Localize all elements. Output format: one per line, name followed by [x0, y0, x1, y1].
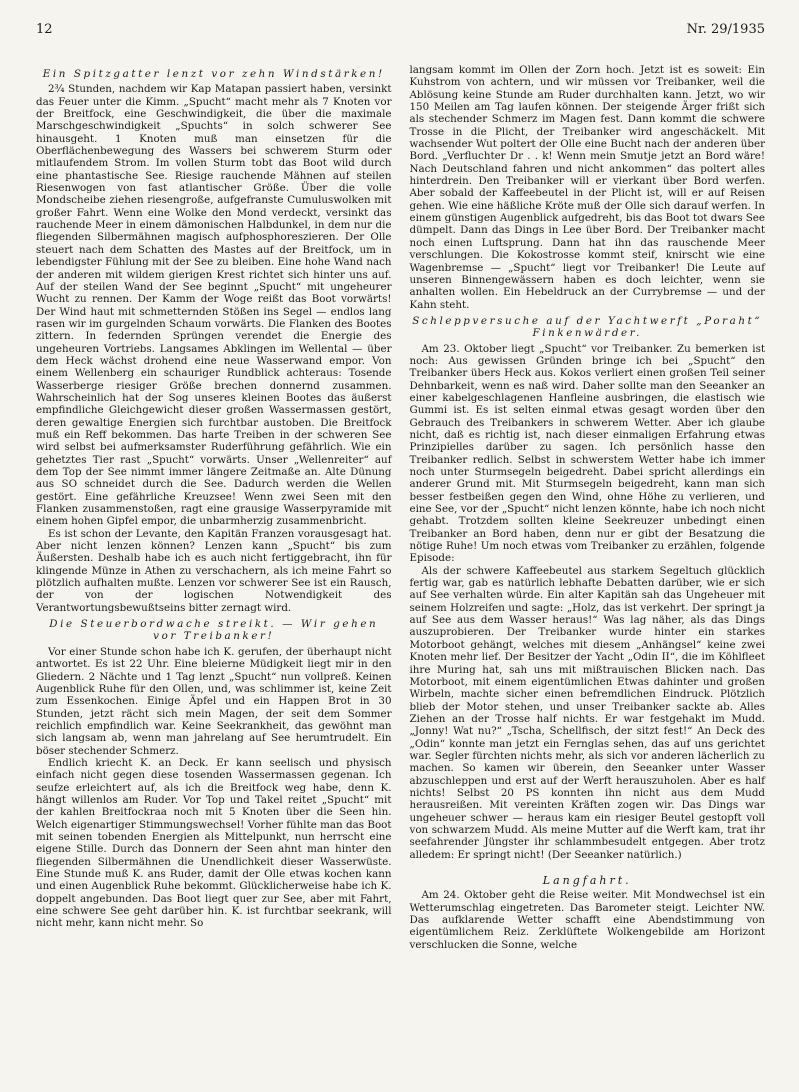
- issue-number: Nr. 29/1935: [686, 22, 765, 37]
- paragraph: Am 23. Oktober liegt „Spucht“ vor Treibanker. Zu bemerken ist noch: Aus gewissen Gründen bringe ich bei „Spucht“ den Treibanker übers Heck aus. Kokos verliert einen großen Teil seiner Dehnbarkeit, wenn es naß wird. Daher sollte man den Seeanker an einer kabelgeschlagenen Hanfleine ausbringen, die elastisch wie Gummi ist. Es ist selten einmal etwas gesagt worden über den Gebrauch des Treibankers in schwerem Wetter. Aber ich glaube nicht, daß es richtig ist, nach dieser einmaligen Erfahrung etwas Prinzipielles darüber zu sagen. Ich persönlich hasse den Treibanker redlich. Selbst in schwerstem Wetter habe ich immer noch unter Sturmsegeln beigedreht. Dabei spricht allerdings ein anderer Grund mit. Mit Sturmsegeln beigedreht, kann man sich besser festbeißen gegen den Wind, ohne Höhe zu verlieren, und eine See, vor der „Spucht“ nicht lenzen könnte, habe ich noch nicht gehabt. Trotzdem sollten kleine Seekreuzer unbedingt einen Treibanker an Bord haben, denn nur er gibt der Besatzung die nötige Ruhe! Um noch etwas vom Treibanker zu erzählen, folgende Episode:: [409, 342, 765, 565]
- paragraph: Als der schwere Kaffeebeutel aus starkem Segeltuch glücklich fertig war, gab es natürlich lebhafte Debatten darüber, wie er sich auf See verhalten würde. Ein alter Kapitän sah das Ungeheuer mit seinem Holzreifen und sagte: „Holz, das ist verkehrt. Der springt ja auf See aus dem Wasser heraus!“ Was lag näher, als das Dings auszuprobieren. Der Treibanker wurde hinter ein starkes Motorboot gehängt, welches mit diesem „Anhängsel“ keine zwei Knoten mehr lief. Der Besitzer der Yacht „Odin II“, die im Köhlfleet ihre Muring hat, sah uns mit mißtrauischen Blicken nach. Das Motorboot, mit einem eigentümlichen Etwas dahinter und großen Wirbeln, machte sicher einen befremdlichen Eindruck. Plötzlich blieb der Motor stehen, und unser Treibanker sackte ab. Alles Ziehen an der Trosse half nichts. Er war festgehakt im Mudd. „Jonny! Wat nu?“ „Tscha, Schellfisch, der sitzt fest!“ An Deck des „Odin“ konnte man jetzt ein Fernglas sehen, das auf uns gerichtet war. Segler fürchten nichts mehr, als sich vor anderen lächerlich zu machen. So kamen wir überein, den Seeanker unter Wasser abzuschleppen und erst auf der Werft herauszuholen. Aber es half nichts! Selbst 20 PS konnten ihn nicht aus dem Mudd herausreißen. Mit vereinten Kräften zogen wir. Das Dings war ungeheuer schwer — heraus kam ein riesiger Beutel gestopft voll von schwarzem Mudd. Als meine Mutter auf die Werft kam, trat ihr seefahrender Jüngster ihr schlammbesudelt entgegen. Aber trotz alledem: Er springt nicht! (Der Seeanker natürlich.): [409, 564, 765, 861]
- section-heading: Ein Spitzgatter lenzt vor zehn Windstärken!: [42, 68, 385, 80]
- paragraph: 2¾ Stunden, nachdem wir Kap Matapan passiert haben, versinkt das Feuer unter die Kimm. „Spucht“ macht mehr als 7 Knoten vor der Breitfock, eine Geschwindigkeit, die über die maximale Marschgeschwindigkeit „Spuchts“ in solch schwerer See hinausgeht. 1 Knoten muß man einsetzen für die Oberflächenbewegung des Wassers bei schwerem Sturm oder mitlaufendem Strom. Im vollen Sturm tobt das Boot wild durch eine phantastische See. Riesige rauchende Mähnen auf steilen Riesenwogen von fast atlantischer Größe. Über die volle Mondscheibe ziehen riesengroße, aufgefranste Cumuluswolken mit großer Fahrt. Wenn eine Wolke den Mond verdeckt, versinkt das rauchende Meer in einem dämonischen Halbdunkel, in dem nur die fliegenden Silbermähnen magisch aufphosphoreszieren. Der Olle steuert nach dem Schatten des Mastes auf der Breitfock, um in lebendigster Fühlung mit der See zu bleiben. Eine hohe Wand nach der anderen mit wildem gierigen Krest richtet sich hinter uns auf. Auf der steilen Wand der See beginnt „Spucht“ mit ungeheurer Wucht zu rennen. Der Kamm der Woge reißt das Boot vorwärts! Der Wind haut mit schmetternden Stößen ins Segel — endlos lang rasen wir im gurgelnden Schaum vorwärts. Die Flanken des Bootes zittern. In federnden Sprüngen verendet die Energie des ungeheuren Vortriebs. Langsames Abklingen im Wellental — über dem Heck wächst drohend eine neue Wasserwand empor. Von einem Wellenberg ein schauriger Rundblick achteraus: Tosende Wasserberge riesiger Größe brechen donnernd zusammen. Wahrscheinlich hat der Sog unseres kleinen Bootes das äußerst empfindliche Gleichgewicht dieser großen Wassermassen gestört, deren gewaltige Energien sich furchtbar austoben. Die Breitfock muß ein Reff bekommen. Das harte Treiben in der schweren See wird selbst bei aufmerksamster Ruderführung gefährlich. Wie ein gehetztes Tier rast „Spucht“ vorwärts. Unser „Wellenreiter“ auf dem Top der See nimmt immer längere Zeitmaße an. Alte Dünung aus SO schneidet durch die See. Dadurch werden die Wellen gestört. Eine gefährliche Kreuzsee! Wenn zwei Seen mit den Flanken zusammenstoßen, ragt eine grausige Wasserpyramide mit einem hohen Gipfel empor, die unbarmherzig zusammenbricht.: [36, 83, 392, 528]
- paragraph: Endlich kriecht K. an Deck. Er kann seelisch und physisch einfach nicht gegen diese tosenden Wassermassen gegenan. Ich seufze erleichtert auf, als ich die Breitfock weg habe, denn K. hängt willenlos am Ruder. Vor Top und Takel reitet „Spucht“ mit der kahlen Breitfockraa noch mit 5 Knoten über die Seen hin. Welch eigenartiger Stimmungswechsel! Vorher fühlte man das Boot mit seinen tobenden Energien als Mittelpunkt, nun herrscht eine eigene Stille. Durch das Donnern der Seen ahnt man hinter den fliegenden Silbermähnen die Unendlichkeit dieser Wasserwüste. Eine Stunde muß K. ans Ruder, damit der Olle etwas kochen kann und einen Augenblick Ruhe bekommt. Glücklicherweise habe ich K. doppelt angebunden. Das Boot liegt quer zur See, aber mit Fahrt, eine schwere See geht darüber hin. K. ist furchtbar seekrank, will nicht mehr, kann nicht mehr. So: [36, 756, 392, 930]
- paragraph: Vor einer Stunde schon habe ich K. gerufen, der überhaupt nicht antwortet. Es ist 22 Uhr. Eine bleierne Müdigkeit liegt mir in den Gliedern. 2 Nächte und 1 Tag lenzt „Spucht“ nun vollpreß. Keinen Augenblick Ruhe für den Ollen, und, was schlimmer ist, keine Zeit zum Essenkochen. Einige Äpfel und ein Happen Brot in 30 Stunden, jetzt rächt sich mein Magen, der seit dem Sommer reichlich empfindlich war. Keine Seekrankheit, das gewöhnt man sich langsam ab, wenn man jahrelang auf See herumtrudelt. Ein böser stechender Schmerz.: [36, 645, 392, 757]
- paragraph: langsam kommt im Ollen der Zorn hoch. Jetzt ist es soweit: Ein Kuhstrom von achtern, und wir müssen vor Treibanker, weil die Ablösung keine Stunde am Ruder durchhalten kann. Jetzt, wo wir 150 Meilen am Tag laufen können. Der steigende Ärger frißt sich als stechender Schmerz im Magen fest. Dann kommt die schwere Trosse in die Plicht, der Treibanker wird angeschäckelt. Mit wachsender Wut poltert der Olle eine Bucht nach der anderen über Bord. „Verfluchter Dr . . k! Wenn mein Smutje jetzt an Bord wäre! Nach Deutschland fahren und nicht ankommen“ das poltert alles hinterdrein. Den Treibanker will er vierkant über Bord werfen. Aber sobald der Kaffeebeutel in der Plicht ist, will er auf Reisen gehen. Wie eine häßliche Kröte muß der Olle sich darauf werfen. In einem günstigen Augenblick aufgedreht, bis das Boot tot dwars See dümpelt. Dann das Dings in Lee über Bord. Der Treibanker macht noch einen Luftsprung. Dann hat ihn das rauschende Meer verschlungen. Die Kokostrosse kommt steif, knirscht wie eine Wagenbremse — „Spucht“ liegt vor Treibanker! Die Leute auf unseren Binnengewässern haben es doch leichter, wenn sie anhalten wollen. Ein Hebeldruck an der Currybremse — und der Kahn steht.: [409, 64, 765, 311]
- section-heading: Langfahrt.: [542, 874, 632, 887]
- right-column: [410, 64, 766, 951]
- section-heading: Die Steuerbordwache streikt. — Wir gehen vor Treibanker!: [49, 618, 379, 643]
- section-heading: Schleppversuche auf der Yachtwerft „Poraht“ Finkenwärder.: [412, 314, 763, 340]
- paragraph: Es ist schon der Levante, den Kapitän Franzen vorausgesagt hat. Aber nicht lenzen können? Lenzen kann „Spucht“ bis zum Äußersten. Deshalb habe ich es auch nicht fertiggebracht, ihn für klingende Münze in Athen zu verschachern, als ich meine Fahrt so plötzlich aufhalten mußte. Lenzen vor schwerer See ist ein Rausch, der von der logischen Notwendigkeit des Verantwortungsbewußtseins bitter zernagt wird.: [36, 527, 392, 614]
- article-columns: [36, 64, 765, 951]
- left-column: [36, 64, 392, 951]
- paragraph: Am 24. Oktober geht die Reise weiter. Mit Mondwechsel ist ein Wetterumschlag eingetreten. Das Barometer steigt. Leichter NW. Das aufklarende Wetter schafft eine Abendstimmung von eigentümlichem Reiz. Zerklüftete Wolkengebilde am Horizont verschlucken die Sonne, welche: [409, 889, 765, 951]
- page-header: [36, 22, 765, 38]
- page-number: 12: [36, 22, 53, 37]
